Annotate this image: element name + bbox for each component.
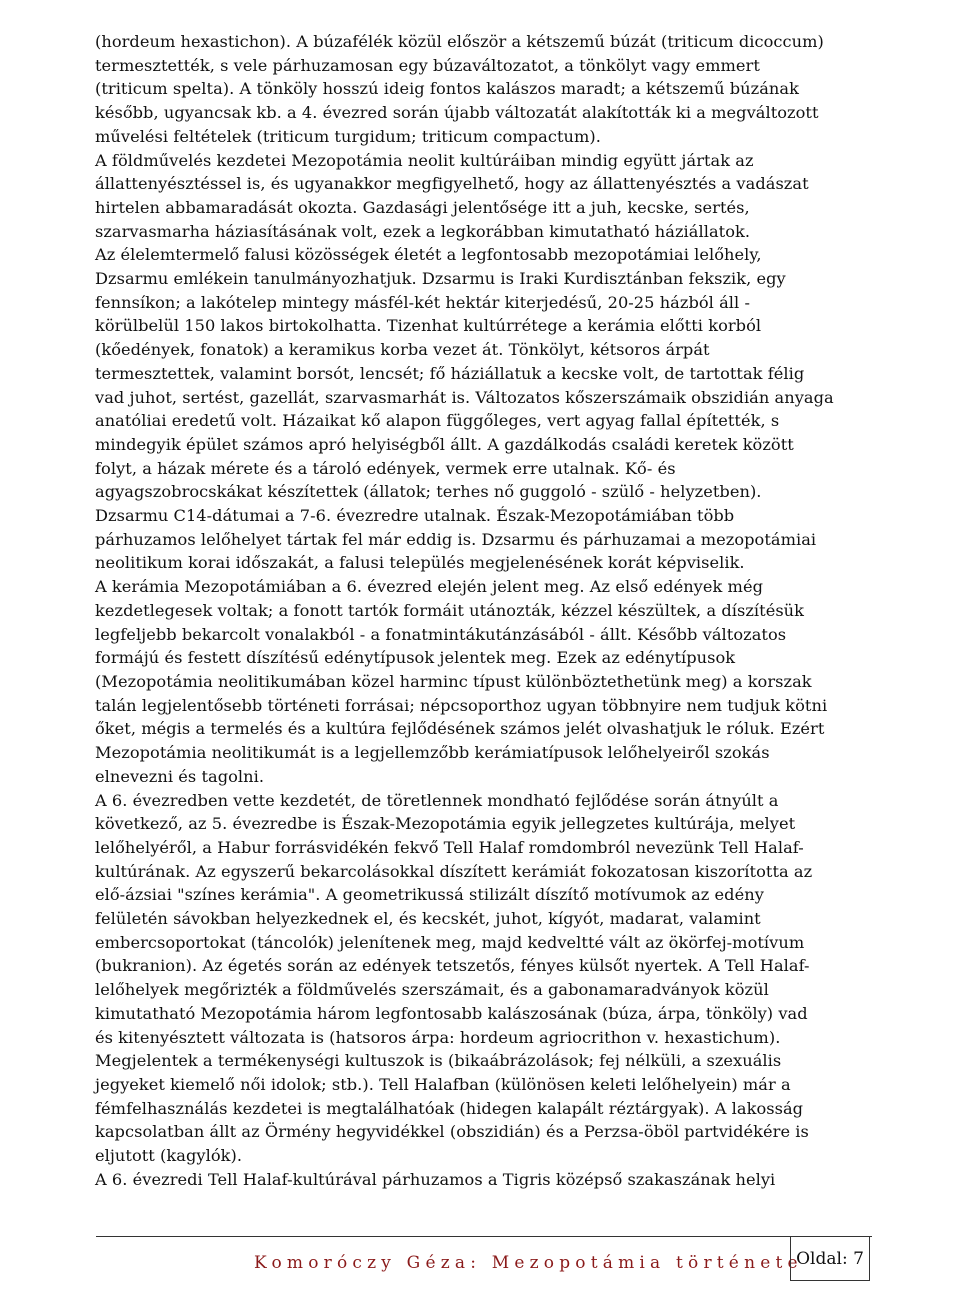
text-line: A kerámia Mezopotámiában a 6. évezred elején jelent meg. Az első edények még xyxy=(95,577,763,597)
page-footer xyxy=(96,1236,872,1281)
text-line: szarvasmarha háziasításának volt, ezek a legkorábban kimutatható háziállatok. xyxy=(95,221,751,241)
text-line: (Mezopotámia neolitikumában közel harminc típust különböztethetünk meg) a korszak xyxy=(95,671,812,691)
text-line: jegyeket kiemelő női idolok; stb.). Tell Halafban (különösen keleti lelőhelyein) már a xyxy=(95,1074,791,1094)
text-line: körülbelül 150 lakos birtokolhatta. Tizenhat kultúrrétege a kerámia előtti korból xyxy=(95,316,762,336)
text-line: vad juhot, sertést, gazellát, szarvasmarhát is. Változatos kőszerszámaik obszidián anyaga xyxy=(95,387,834,407)
text-line: Dzsarmu emlékein tanulmányozhatjuk. Dzsarmu is Iraki Kurdisztánban fekszik, egy xyxy=(95,269,786,289)
page-number: Oldal: 7 xyxy=(790,1237,870,1281)
text-line: Megjelentek a termékenységi kultuszok is (bikaábrázolások; fej nélküli, a szexuális xyxy=(95,1051,782,1071)
text-line: következő, az 5. évezredbe is Észak-Mezopotámia egyik jellegzetes kultúrája, melyet xyxy=(95,814,796,834)
text-line: legfeljebb bekarcolt vonalakból - a fonatmintákutánzásából - állt. Később változatos xyxy=(95,624,787,644)
text-line: kultúrának. Az egyszerű bekarcolásokkal díszített kerámiát fokozatosan kiszorította az xyxy=(95,861,813,881)
text-line: folyt, a házak mérete és a tároló edények, vermek erre utalnak. Kő- és xyxy=(95,458,676,478)
text-line: hirtelen abbamaradását okozta. Gazdasági jelentősége itt a juh, kecske, sertés, xyxy=(95,197,750,217)
text-line: művelési feltételek (triticum turgidum; triticum compactum). xyxy=(95,126,601,146)
text-line: talán legjelentősebb történeti forrásai; népcsoporthoz ugyan többnyire nem tudjuk kötni xyxy=(95,695,828,715)
text-line: lelőhelyek megőrizték a földművelés szerszámait, és a gabonamaradványok közül xyxy=(95,980,769,1000)
text-line: felületén sávokban helyezkednek el, és kecskét, juhot, kígyót, madarat, valamint xyxy=(95,909,761,929)
text-line: kapcsolatban állt az Örmény hegyvidékkel (obszidián) és a Perzsa-öböl partvidékére is xyxy=(95,1122,809,1142)
text-line: (bukranion). Az égetés során az edények tetszetős, fényes külsőt nyertek. A Tell Halaf- xyxy=(95,956,810,976)
text-line: termesztettek, valamint borsót, lencsét; fő háziállatuk a kecske volt, de tartottak félig xyxy=(95,363,805,383)
body-text xyxy=(95,30,885,1191)
text-line: (hordeum hexastichon). A búzafélék közül először a kétszemű búzát (triticum dicoccum) xyxy=(95,32,824,51)
text-line: fennsíkon; a lakótelep mintegy másfél-két hektár kiterjedésű, 20-25 házból áll - xyxy=(95,292,750,312)
text-line: Mezopotámia neolitikumát is a legjellemzőbb kerámiatípusok lelőhelyeiről szokás xyxy=(95,743,770,763)
text-line: A földművelés kezdetei Mezopotámia neolit kultúráiban mindig együtt jártak az xyxy=(95,150,754,170)
text-line: (kőedények, fonatok) a keramikus korba vezet át. Tönkölyt, kétsoros árpát xyxy=(95,340,710,360)
text-line: termesztették, s vele párhuzamosan egy búzaváltozatot, a tönkölyt vagy emmert xyxy=(95,55,760,75)
text-line: A 6. évezredben vette kezdetét, de töretlennek mondható fejlődése során átnyúlt a xyxy=(95,790,779,810)
text-line: embercsoportokat (táncolók) jelenítenek meg, majd kedveltté vált az ökörfej-motívum xyxy=(95,932,805,952)
text-line: Dzsarmu C14-dátumai a 7-6. évezredre utalnak. Észak-Mezopotámiában több xyxy=(95,506,735,526)
text-line: agyagszobrocskákat készítettek (állatok; terhes nő guggoló - szülő - helyzetben). xyxy=(95,482,762,502)
text-line: kezdetlegesek voltak; a fonott tartók formáit utánozták, kézzel készültek, a díszítésük xyxy=(95,600,805,620)
text-line: Az élelemtermelő falusi közösségek életét a legfontosabb mezopotámiai lelőhely, xyxy=(95,245,762,265)
text-line: elnevezni és tagolni. xyxy=(95,766,265,786)
text-line: elő-ázsiai "színes kerámia". A geometrikussá stilizált díszítő motívumok az edény xyxy=(95,885,764,905)
text-line: kimutatható Mezopotámia három legfontosabb kalászosának (búza, árpa, tönköly) vad xyxy=(95,1003,808,1023)
text-line: fémfelhasználás kezdetei is megtalálhatóak (hidegen kalapált réztárgyak). A lakosság xyxy=(95,1098,804,1118)
text-line: párhuzamos lelőhelyet tártak fel már eddig is. Dzsarmu és párhuzamai a mezopotámiai xyxy=(95,529,817,549)
text-line: A 6. évezredi Tell Halaf-kultúrával párhuzamos a Tigris középső szakaszának helyi xyxy=(95,1169,776,1189)
text-line: neolitikum korai időszakát, a falusi település megjelenésének korát képviselik. xyxy=(95,553,745,573)
footer-title: Komoróczy Géza: Mezopotámia története xyxy=(254,1253,803,1273)
text-line: lelőhelyéről, a Habur forrásvidékén fekvő Tell Halaf romdombról nevezünk Tell Halaf- xyxy=(95,837,804,857)
text-line: anatóliai eredetű volt. Házaikat kő alapon függőleges, vert agyag fallal építették, s xyxy=(95,411,780,431)
text-line: később, ugyancsak kb. a 4. évezred során újabb változatát alakították ki a megváltozott xyxy=(95,103,819,123)
text-line: formájú és festett díszítésű edénytípusok jelentek meg. Ezek az edénytípusok xyxy=(95,648,736,668)
text-line: és kitenyésztett változata is (hatsoros árpa: hordeum agriocrithon v. hexastichum). xyxy=(95,1027,781,1047)
text-line: (triticum spelta). A tönköly hosszú ideig fontos kalászos maradt; a kétszemű búzának xyxy=(95,79,799,99)
text-line: mindegyik épület számos apró helyiségből állt. A gazdálkodás családi keretek között xyxy=(95,434,794,454)
text-line: eljutott (kagylók). xyxy=(95,1146,243,1166)
text-line: őket, mégis a termelés és a kultúra fejlődésének számos jelét olvashatjuk le róluk. Ezért xyxy=(95,719,825,739)
text-line: állattenyésztéssel is, és ugyanakkor megfigyelhető, hogy az állattenyésztés a vadászat xyxy=(95,174,809,194)
